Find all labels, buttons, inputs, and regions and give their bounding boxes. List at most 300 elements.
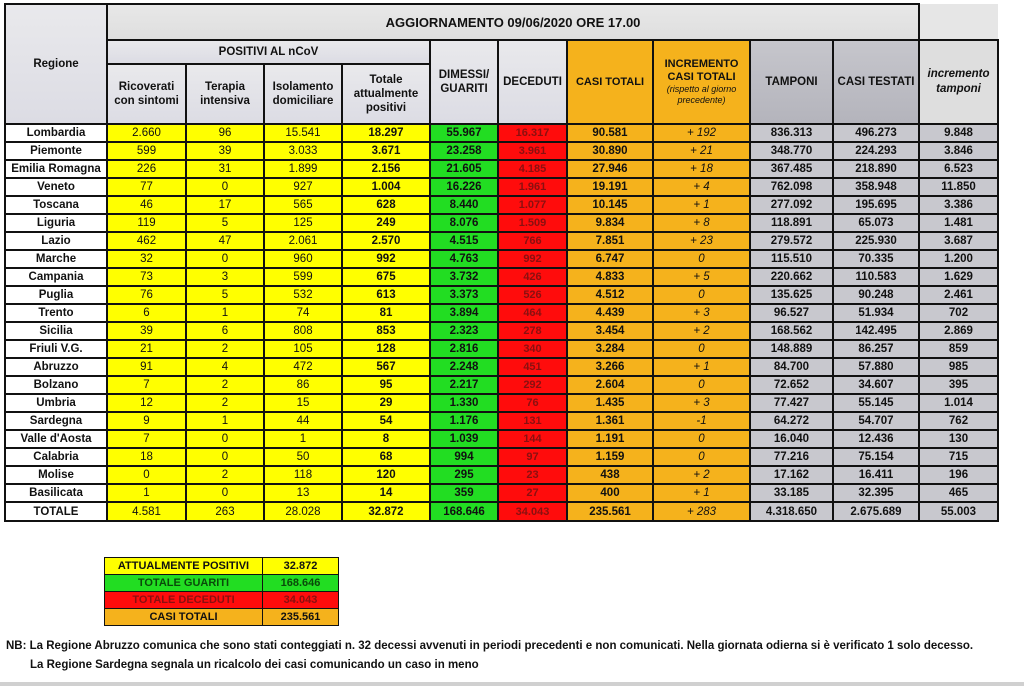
incremento-cell: + 2 <box>653 466 750 484</box>
ricoverati-cell: 91 <box>107 358 186 376</box>
terapia-cell: 0 <box>186 448 264 466</box>
summary-label: CASI TOTALI <box>105 609 263 626</box>
summary-value: 34.043 <box>263 592 339 609</box>
incremento-tamponi-cell: 6.523 <box>919 160 998 178</box>
region-cell: Marche <box>5 250 107 268</box>
dimessi-cell: 2.323 <box>430 322 498 340</box>
covid-regional-table <box>4 3 999 522</box>
region-cell: Piemonte <box>5 142 107 160</box>
deceduti-cell: 144 <box>498 430 567 448</box>
casi-testati-cell: 12.436 <box>833 430 919 448</box>
casi-testati-cell: 16.411 <box>833 466 919 484</box>
footnote-abruzzo: NB: La Regione Abruzzo comunica che sono stati conteggiati n. 32 decessi avvenuti in periodi precedenti e non comunicati. Nella giornata odierna si è verificato 1 solo decesso. <box>6 640 974 652</box>
isolamento-cell: 13 <box>264 484 342 502</box>
table-row <box>5 268 998 286</box>
totale-positivi-cell: 1.004 <box>342 178 430 196</box>
region-cell: Molise <box>5 466 107 484</box>
tamponi-cell: 220.662 <box>750 268 833 286</box>
incremento-tamponi-cell: 2.461 <box>919 286 998 304</box>
casi-totali-cell: 3.266 <box>567 358 653 376</box>
header-regione: Regione <box>5 4 107 124</box>
casi-testati-cell: 70.335 <box>833 250 919 268</box>
terapia-cell: 0 <box>186 250 264 268</box>
casi-totali-cell: 7.851 <box>567 232 653 250</box>
tamponi-cell: 84.700 <box>750 358 833 376</box>
ricoverati-cell: 73 <box>107 268 186 286</box>
terapia-cell: 5 <box>186 214 264 232</box>
summary-row-guariti <box>105 575 339 592</box>
region-cell: Puglia <box>5 286 107 304</box>
dimessi-cell: 4.515 <box>430 232 498 250</box>
incremento-tamponi-cell: 1.629 <box>919 268 998 286</box>
incremento-tamponi-cell: 55.003 <box>919 502 998 521</box>
totale-positivi-cell: 628 <box>342 196 430 214</box>
ricoverati-cell: 1 <box>107 484 186 502</box>
isolamento-cell: 28.028 <box>264 502 342 521</box>
casi-totali-cell: 4.833 <box>567 268 653 286</box>
summary-row-positivi <box>105 558 339 575</box>
ricoverati-cell: 76 <box>107 286 186 304</box>
terapia-cell: 4 <box>186 358 264 376</box>
totale-positivi-cell: 81 <box>342 304 430 322</box>
ricoverati-cell: 226 <box>107 160 186 178</box>
casi-totali-cell: 19.191 <box>567 178 653 196</box>
casi-totali-cell: 4.512 <box>567 286 653 304</box>
casi-testati-cell: 51.934 <box>833 304 919 322</box>
dimessi-cell: 23.258 <box>430 142 498 160</box>
ricoverati-cell: 0 <box>107 466 186 484</box>
table-row <box>5 376 998 394</box>
totale-positivi-cell: 128 <box>342 340 430 358</box>
casi-totali-cell: 438 <box>567 466 653 484</box>
deceduti-cell: 131 <box>498 412 567 430</box>
header-totale-positivi: Totale attualmente positivi <box>342 64 430 124</box>
table-row <box>5 142 998 160</box>
casi-totali-cell: 30.890 <box>567 142 653 160</box>
totale-positivi-cell: 3.671 <box>342 142 430 160</box>
tamponi-cell: 17.162 <box>750 466 833 484</box>
dimessi-cell: 2.816 <box>430 340 498 358</box>
terapia-cell: 0 <box>186 430 264 448</box>
incremento-tamponi-cell: 3.846 <box>919 142 998 160</box>
tamponi-cell: 118.891 <box>750 214 833 232</box>
terapia-cell: 17 <box>186 196 264 214</box>
ricoverati-cell: 7 <box>107 430 186 448</box>
dimessi-cell: 4.763 <box>430 250 498 268</box>
table-row <box>5 286 998 304</box>
incremento-cell: + 23 <box>653 232 750 250</box>
incremento-cell: + 3 <box>653 394 750 412</box>
deceduti-cell: 97 <box>498 448 567 466</box>
isolamento-cell: 125 <box>264 214 342 232</box>
incremento-tamponi-cell: 762 <box>919 412 998 430</box>
incremento-cell: 0 <box>653 376 750 394</box>
casi-totali-cell: 235.561 <box>567 502 653 521</box>
region-cell: Veneto <box>5 178 107 196</box>
totale-positivi-cell: 2.156 <box>342 160 430 178</box>
incremento-cell: + 283 <box>653 502 750 521</box>
incremento-cell: -1 <box>653 412 750 430</box>
incremento-cell: + 3 <box>653 304 750 322</box>
ricoverati-cell: 7 <box>107 376 186 394</box>
incremento-cell: + 1 <box>653 358 750 376</box>
casi-testati-cell: 55.145 <box>833 394 919 412</box>
summary-value: 32.872 <box>263 558 339 575</box>
terapia-cell: 2 <box>186 466 264 484</box>
terapia-cell: 47 <box>186 232 264 250</box>
terapia-cell: 6 <box>186 322 264 340</box>
deceduti-cell: 3.961 <box>498 142 567 160</box>
casi-totali-cell: 1.159 <box>567 448 653 466</box>
dimessi-cell: 1.039 <box>430 430 498 448</box>
tamponi-cell: 33.185 <box>750 484 833 502</box>
dimessi-cell: 168.646 <box>430 502 498 521</box>
casi-testati-cell: 195.695 <box>833 196 919 214</box>
incremento-tamponi-cell: 985 <box>919 358 998 376</box>
incremento-tamponi-cell: 702 <box>919 304 998 322</box>
incremento-tamponi-cell: 1.014 <box>919 394 998 412</box>
deceduti-cell: 340 <box>498 340 567 358</box>
region-cell: Calabria <box>5 448 107 466</box>
terapia-cell: 96 <box>186 124 264 142</box>
incremento-cell: + 4 <box>653 178 750 196</box>
table-row <box>5 448 998 466</box>
tamponi-cell: 762.098 <box>750 178 833 196</box>
deceduti-cell: 526 <box>498 286 567 304</box>
casi-testati-cell: 75.154 <box>833 448 919 466</box>
incremento-cell: 0 <box>653 430 750 448</box>
table-row <box>5 466 998 484</box>
dimessi-cell: 21.605 <box>430 160 498 178</box>
page-title: AGGIORNAMENTO 09/06/2020 ORE 17.00 <box>107 4 919 40</box>
dimessi-cell: 1.330 <box>430 394 498 412</box>
header-ricoverati: Ricoverati con sintomi <box>107 64 186 124</box>
header-incremento <box>653 40 750 124</box>
totale-positivi-cell: 14 <box>342 484 430 502</box>
totale-positivi-cell: 249 <box>342 214 430 232</box>
totale-positivi-cell: 18.297 <box>342 124 430 142</box>
terapia-cell: 0 <box>186 484 264 502</box>
isolamento-cell: 15.541 <box>264 124 342 142</box>
deceduti-cell: 4.185 <box>498 160 567 178</box>
incremento-tamponi-cell: 465 <box>919 484 998 502</box>
bottom-divider <box>0 682 1024 686</box>
totale-positivi-cell: 120 <box>342 466 430 484</box>
casi-testati-cell: 65.073 <box>833 214 919 232</box>
tamponi-cell: 16.040 <box>750 430 833 448</box>
isolamento-cell: 565 <box>264 196 342 214</box>
table-row <box>5 340 998 358</box>
casi-totali-cell: 9.834 <box>567 214 653 232</box>
summary-table <box>104 557 339 626</box>
tamponi-cell: 836.313 <box>750 124 833 142</box>
tamponi-cell: 148.889 <box>750 340 833 358</box>
deceduti-cell: 1.509 <box>498 214 567 232</box>
isolamento-cell: 105 <box>264 340 342 358</box>
deceduti-cell: 292 <box>498 376 567 394</box>
isolamento-cell: 15 <box>264 394 342 412</box>
isolamento-cell: 599 <box>264 268 342 286</box>
tamponi-cell: 115.510 <box>750 250 833 268</box>
dimessi-cell: 359 <box>430 484 498 502</box>
casi-totali-cell: 400 <box>567 484 653 502</box>
header-tamponi: TAMPONI <box>750 40 833 124</box>
table-total-row <box>5 502 998 521</box>
totale-positivi-cell: 2.570 <box>342 232 430 250</box>
region-cell: Liguria <box>5 214 107 232</box>
ricoverati-cell: 9 <box>107 412 186 430</box>
incremento-cell: + 21 <box>653 142 750 160</box>
terapia-cell: 2 <box>186 376 264 394</box>
isolamento-cell: 808 <box>264 322 342 340</box>
tamponi-cell: 72.652 <box>750 376 833 394</box>
table-row <box>5 196 998 214</box>
dimessi-cell: 3.732 <box>430 268 498 286</box>
ricoverati-cell: 119 <box>107 214 186 232</box>
region-cell: Sardegna <box>5 412 107 430</box>
region-cell: Umbria <box>5 394 107 412</box>
tamponi-cell: 77.216 <box>750 448 833 466</box>
deceduti-cell: 16.317 <box>498 124 567 142</box>
casi-testati-cell: 225.930 <box>833 232 919 250</box>
terapia-cell: 1 <box>186 304 264 322</box>
incremento-cell: + 5 <box>653 268 750 286</box>
terapia-cell: 1 <box>186 412 264 430</box>
tamponi-cell: 168.562 <box>750 322 833 340</box>
region-cell: Abruzzo <box>5 358 107 376</box>
casi-testati-cell: 90.248 <box>833 286 919 304</box>
incremento-tamponi-cell: 1.200 <box>919 250 998 268</box>
totale-positivi-cell: 8 <box>342 430 430 448</box>
header-casi-totali: CASI TOTALI <box>567 40 653 124</box>
casi-totali-cell: 90.581 <box>567 124 653 142</box>
incremento-tamponi-cell: 715 <box>919 448 998 466</box>
terapia-cell: 39 <box>186 142 264 160</box>
header-casi-testati: CASI TESTATI <box>833 40 919 124</box>
ricoverati-cell: 2.660 <box>107 124 186 142</box>
ricoverati-cell: 12 <box>107 394 186 412</box>
totale-positivi-cell: 68 <box>342 448 430 466</box>
region-cell: Emilia Romagna <box>5 160 107 178</box>
terapia-cell: 5 <box>186 286 264 304</box>
region-cell: Basilicata <box>5 484 107 502</box>
summary-row-casi-totali <box>105 609 339 626</box>
casi-testati-cell: 142.495 <box>833 322 919 340</box>
casi-testati-cell: 34.607 <box>833 376 919 394</box>
tamponi-cell: 77.427 <box>750 394 833 412</box>
casi-testati-cell: 224.293 <box>833 142 919 160</box>
tamponi-cell: 279.572 <box>750 232 833 250</box>
casi-totali-cell: 3.454 <box>567 322 653 340</box>
header-positivi-group: POSITIVI AL nCoV <box>107 40 430 64</box>
region-cell: Bolzano <box>5 376 107 394</box>
casi-totali-cell: 1.435 <box>567 394 653 412</box>
isolamento-cell: 86 <box>264 376 342 394</box>
totale-positivi-cell: 95 <box>342 376 430 394</box>
isolamento-cell: 927 <box>264 178 342 196</box>
incremento-cell: 0 <box>653 340 750 358</box>
ricoverati-cell: 599 <box>107 142 186 160</box>
incremento-tamponi-cell: 2.869 <box>919 322 998 340</box>
deceduti-cell: 426 <box>498 268 567 286</box>
deceduti-cell: 34.043 <box>498 502 567 521</box>
table-row <box>5 412 998 430</box>
incremento-tamponi-cell: 9.848 <box>919 124 998 142</box>
casi-testati-cell: 54.707 <box>833 412 919 430</box>
incremento-cell: 0 <box>653 448 750 466</box>
dimessi-cell: 8.440 <box>430 196 498 214</box>
region-cell: Toscana <box>5 196 107 214</box>
region-cell: Lazio <box>5 232 107 250</box>
ricoverati-cell: 39 <box>107 322 186 340</box>
casi-totali-cell: 10.145 <box>567 196 653 214</box>
tamponi-cell: 135.625 <box>750 286 833 304</box>
totale-positivi-cell: 992 <box>342 250 430 268</box>
table-row <box>5 250 998 268</box>
incremento-cell: + 192 <box>653 124 750 142</box>
casi-testati-cell: 496.273 <box>833 124 919 142</box>
ricoverati-cell: 6 <box>107 304 186 322</box>
casi-testati-cell: 358.948 <box>833 178 919 196</box>
region-cell: Friuli V.G. <box>5 340 107 358</box>
region-cell: Valle d'Aosta <box>5 430 107 448</box>
totale-positivi-cell: 29 <box>342 394 430 412</box>
table-row <box>5 484 998 502</box>
casi-totali-cell: 1.191 <box>567 430 653 448</box>
incremento-cell: 0 <box>653 250 750 268</box>
table-row <box>5 304 998 322</box>
summary-label: TOTALE DECEDUTI <box>105 592 263 609</box>
table-row <box>5 178 998 196</box>
casi-totali-cell: 6.747 <box>567 250 653 268</box>
dimessi-cell: 1.176 <box>430 412 498 430</box>
dimessi-cell: 994 <box>430 448 498 466</box>
header-blank-corner <box>919 4 998 40</box>
incremento-cell: + 2 <box>653 322 750 340</box>
tamponi-cell: 367.485 <box>750 160 833 178</box>
dimessi-cell: 3.894 <box>430 304 498 322</box>
ricoverati-cell: 46 <box>107 196 186 214</box>
tamponi-cell: 4.318.650 <box>750 502 833 521</box>
deceduti-cell: 76 <box>498 394 567 412</box>
incremento-cell: + 1 <box>653 196 750 214</box>
totale-positivi-cell: 853 <box>342 322 430 340</box>
ricoverati-cell: 32 <box>107 250 186 268</box>
table-row <box>5 394 998 412</box>
incremento-tamponi-cell: 196 <box>919 466 998 484</box>
dimessi-cell: 8.076 <box>430 214 498 232</box>
totale-positivi-cell: 567 <box>342 358 430 376</box>
incremento-cell: + 8 <box>653 214 750 232</box>
dimessi-cell: 3.373 <box>430 286 498 304</box>
deceduti-cell: 1.961 <box>498 178 567 196</box>
dimessi-cell: 295 <box>430 466 498 484</box>
footnote-sardegna: La Regione Sardegna segnala un ricalcolo dei casi comunicando un caso in meno <box>30 659 479 671</box>
tamponi-cell: 348.770 <box>750 142 833 160</box>
region-cell: Trento <box>5 304 107 322</box>
header-deceduti: DECEDUTI <box>498 40 567 124</box>
deceduti-cell: 278 <box>498 322 567 340</box>
incremento-cell: + 1 <box>653 484 750 502</box>
incremento-tamponi-cell: 11.850 <box>919 178 998 196</box>
isolamento-cell: 532 <box>264 286 342 304</box>
header-incremento-note: (rispetto al giorno precedente) <box>666 84 737 105</box>
isolamento-cell: 3.033 <box>264 142 342 160</box>
incremento-tamponi-cell: 3.687 <box>919 232 998 250</box>
header-terapia: Terapia intensiva <box>186 64 264 124</box>
region-cell: Sicilia <box>5 322 107 340</box>
isolamento-cell: 44 <box>264 412 342 430</box>
terapia-cell: 0 <box>186 178 264 196</box>
header-incremento-label: INCREMENTO CASI TOTALI <box>664 58 739 83</box>
incremento-cell: 0 <box>653 286 750 304</box>
terapia-cell: 263 <box>186 502 264 521</box>
casi-testati-cell: 218.890 <box>833 160 919 178</box>
deceduti-cell: 766 <box>498 232 567 250</box>
isolamento-cell: 960 <box>264 250 342 268</box>
casi-testati-cell: 110.583 <box>833 268 919 286</box>
isolamento-cell: 472 <box>264 358 342 376</box>
incremento-tamponi-cell: 130 <box>919 430 998 448</box>
terapia-cell: 31 <box>186 160 264 178</box>
summary-label: ATTUALMENTE POSITIVI <box>105 558 263 575</box>
terapia-cell: 2 <box>186 394 264 412</box>
casi-totali-cell: 27.946 <box>567 160 653 178</box>
casi-totali-cell: 4.439 <box>567 304 653 322</box>
terapia-cell: 2 <box>186 340 264 358</box>
region-cell: TOTALE <box>5 502 107 521</box>
casi-totali-cell: 3.284 <box>567 340 653 358</box>
header-isolamento: Isolamento domiciliare <box>264 64 342 124</box>
ricoverati-cell: 18 <box>107 448 186 466</box>
isolamento-cell: 1.899 <box>264 160 342 178</box>
totale-positivi-cell: 54 <box>342 412 430 430</box>
table-row <box>5 358 998 376</box>
region-cell: Lombardia <box>5 124 107 142</box>
ricoverati-cell: 4.581 <box>107 502 186 521</box>
deceduti-cell: 464 <box>498 304 567 322</box>
tamponi-cell: 64.272 <box>750 412 833 430</box>
table-row <box>5 214 998 232</box>
tamponi-cell: 277.092 <box>750 196 833 214</box>
summary-label: TOTALE GUARITI <box>105 575 263 592</box>
casi-testati-cell: 86.257 <box>833 340 919 358</box>
region-cell: Campania <box>5 268 107 286</box>
dimessi-cell: 2.217 <box>430 376 498 394</box>
table-body <box>5 124 998 521</box>
dimessi-cell: 55.967 <box>430 124 498 142</box>
summary-row-deceduti <box>105 592 339 609</box>
table-row <box>5 322 998 340</box>
totale-positivi-cell: 675 <box>342 268 430 286</box>
incremento-tamponi-cell: 3.386 <box>919 196 998 214</box>
incremento-cell: + 18 <box>653 160 750 178</box>
dimessi-cell: 2.248 <box>430 358 498 376</box>
isolamento-cell: 74 <box>264 304 342 322</box>
casi-testati-cell: 57.880 <box>833 358 919 376</box>
incremento-tamponi-cell: 859 <box>919 340 998 358</box>
ricoverati-cell: 77 <box>107 178 186 196</box>
casi-totali-cell: 1.361 <box>567 412 653 430</box>
header-dimessi: DIMESSI/ GUARITI <box>430 40 498 124</box>
casi-testati-cell: 2.675.689 <box>833 502 919 521</box>
terapia-cell: 3 <box>186 268 264 286</box>
dimessi-cell: 16.226 <box>430 178 498 196</box>
incremento-tamponi-cell: 1.481 <box>919 214 998 232</box>
table-row <box>5 430 998 448</box>
table-row <box>5 160 998 178</box>
deceduti-cell: 451 <box>498 358 567 376</box>
